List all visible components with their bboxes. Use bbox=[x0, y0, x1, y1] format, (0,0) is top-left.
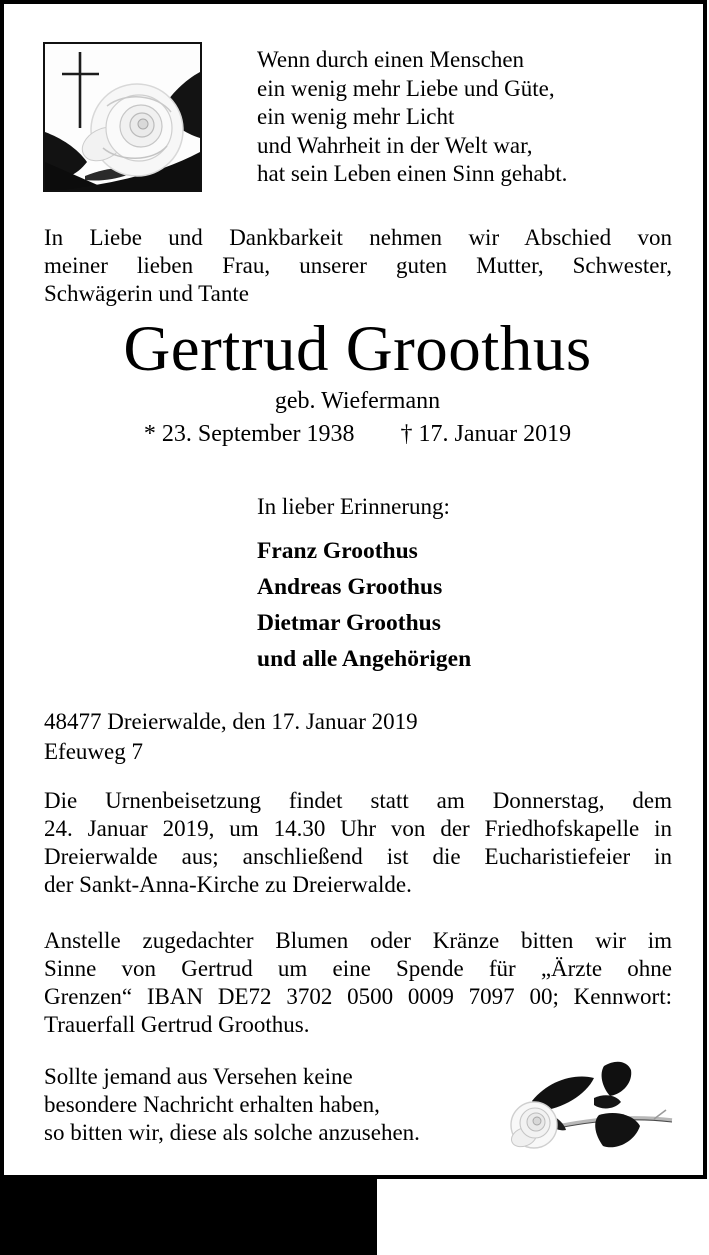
poem bbox=[257, 46, 567, 189]
intro-line: meiner lieben Frau, unserer guten Mutter, Schwester, bbox=[44, 253, 672, 278]
donation-line: Grenzen“ IBAN DE72 3702 0500 0009 7097 00; Kennwort: bbox=[44, 984, 672, 1009]
place-date-block bbox=[44, 707, 418, 767]
intro-paragraph bbox=[44, 224, 672, 308]
maiden-name: geb. Wiefermann bbox=[274, 388, 441, 414]
closing-line: Sollte jemand aus Versehen keine bbox=[44, 1064, 353, 1089]
memorial-photo bbox=[43, 42, 202, 192]
mourner-name: Andreas Groothus bbox=[257, 574, 443, 600]
cross-and-rose-photo-art bbox=[45, 44, 200, 190]
intro-line: In Liebe und Dankbarkeit nehmen wir Abschied von bbox=[44, 225, 672, 250]
funeral-line: der Sankt-Anna-Kirche zu Dreierwalde. bbox=[44, 872, 412, 897]
poem-line: ein wenig mehr Liebe und Güte, bbox=[257, 75, 555, 101]
donation-line: Sinne von Gertrud um eine Spende für „Ärzte ohne bbox=[44, 956, 672, 981]
mourner-name: Dietmar Groothus bbox=[257, 610, 441, 636]
death-date: † 17. Januar 2019 bbox=[400, 421, 572, 447]
funeral-line: 24. Januar 2019, um 14.30 Uhr von der Friedhofskapelle in bbox=[44, 816, 672, 841]
poem-line: hat sein Leben einen Sinn gehabt. bbox=[257, 161, 568, 186]
funeral-line: Dreierwalde aus; anschließend ist die Eucharistiefeier in bbox=[44, 844, 672, 869]
poem-line: ein wenig mehr Licht bbox=[257, 104, 455, 129]
remembrance-heading: In lieber Erinnerung: bbox=[257, 494, 450, 519]
birth-date: * 23. September 1938 bbox=[143, 421, 355, 447]
redacted-block bbox=[0, 1179, 377, 1255]
place-date-line: 48477 Dreierwalde, den 17. Januar 2019 bbox=[44, 709, 418, 734]
life-dates bbox=[4, 420, 709, 448]
deceased-name: Gertrud Groothus bbox=[123, 313, 592, 385]
street-line: Efeuweg 7 bbox=[44, 739, 143, 764]
closing-line: besondere Nachricht erhalten haben, bbox=[44, 1092, 380, 1117]
rose-with-stem-art bbox=[504, 1057, 679, 1162]
donation-paragraph bbox=[44, 927, 672, 1039]
rose-photo bbox=[504, 1057, 679, 1162]
funeral-line: Die Urnenbeisetzung findet statt am Donnerstag, dem bbox=[44, 788, 672, 813]
closing-line: so bitten wir, diese als solche anzusehen. bbox=[44, 1120, 420, 1145]
closing-paragraph bbox=[44, 1063, 420, 1147]
donation-line: Anstelle zugedachter Blumen oder Kränze bitten wir im bbox=[44, 928, 672, 953]
intro-line: Schwägerin und Tante bbox=[44, 281, 249, 306]
donation-line: Trauerfall Gertrud Groothus. bbox=[44, 1012, 310, 1037]
poem-line: Wenn durch einen Menschen bbox=[257, 47, 525, 72]
poem-line: und Wahrheit in der Welt war, bbox=[257, 132, 533, 158]
mourner-name: und alle Angehörigen bbox=[257, 646, 472, 672]
mourner-name: Franz Groothus bbox=[257, 538, 418, 564]
mourner-list bbox=[257, 533, 471, 677]
funeral-paragraph bbox=[44, 787, 672, 899]
